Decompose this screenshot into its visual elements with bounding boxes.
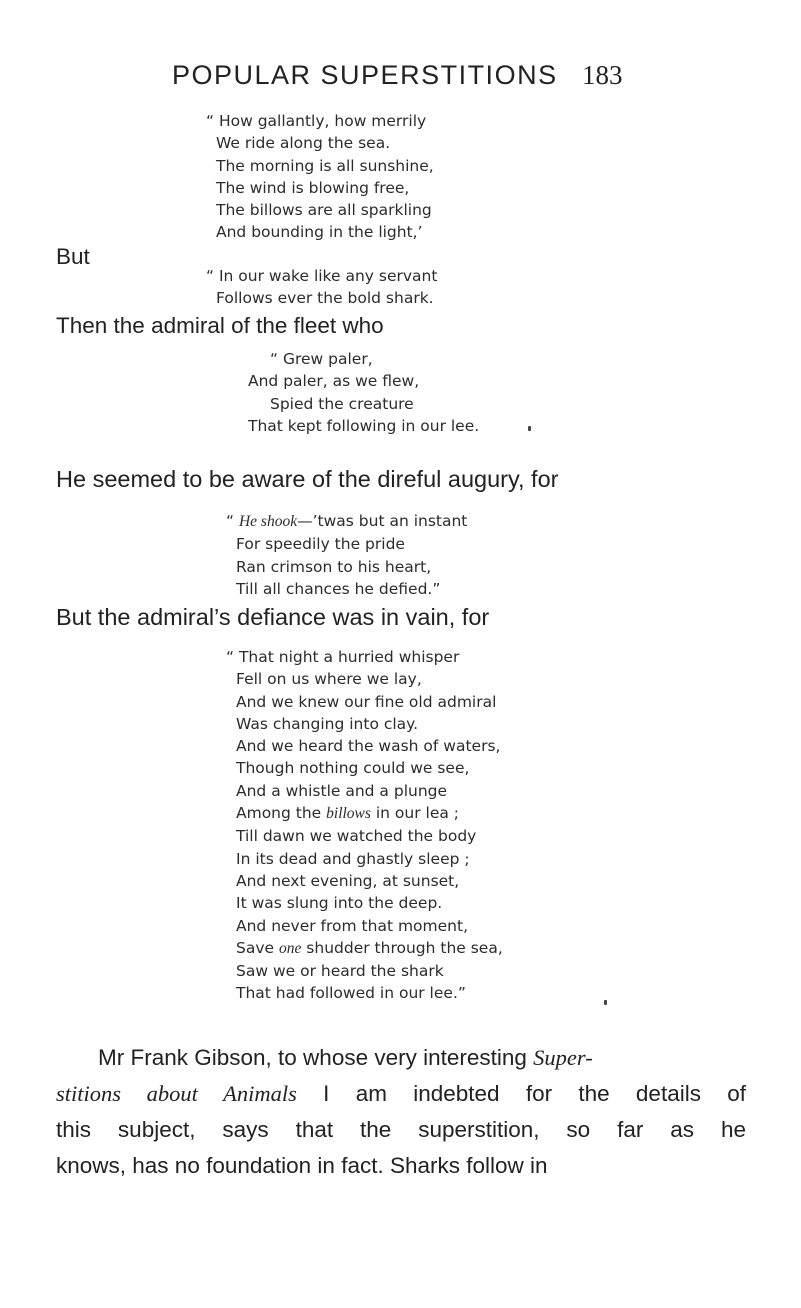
prose-fragment: Mr Frank Gibson, to whose very interesting xyxy=(98,1045,534,1070)
verse-line: Saw we or heard the shark xyxy=(236,962,444,981)
verse-stanza-4 xyxy=(226,510,467,600)
verse-line: Was changing into clay. xyxy=(236,714,419,733)
italic-text: Super- xyxy=(533,1045,593,1070)
verse-line: And never from that moment, xyxy=(236,916,469,935)
verse-line: Till all chances he defied.” xyxy=(236,579,441,598)
verse-line: For speedily the pride xyxy=(236,535,405,554)
verse-line: The morning is all sunshine, xyxy=(216,156,434,175)
verse-line: Spied the creature xyxy=(270,394,414,413)
verse-line xyxy=(226,802,503,825)
prose-line: He seemed to be aware of the direful augury, for xyxy=(56,466,559,492)
verse-line: And we knew our fine old admiral xyxy=(236,692,497,711)
printing-mark xyxy=(528,426,531,431)
verse-stanza-3 xyxy=(248,348,479,437)
verse-line: “ In our wake like any servant xyxy=(206,267,438,285)
verse-line: “ Grew paler, xyxy=(270,350,373,368)
verse-line: That had followed in our lee.” xyxy=(236,984,466,1003)
verse-line: “ How gallantly, how merrily xyxy=(206,112,427,130)
verse-stanza-5 xyxy=(226,646,503,1005)
verse-line xyxy=(226,510,467,533)
verse-line: The billows are all sparkling xyxy=(216,201,432,220)
italic-text: stitions about Animals xyxy=(56,1081,297,1106)
verse-stanza-2 xyxy=(206,265,437,310)
running-title: POPULAR SUPERSTITIONS xyxy=(172,60,558,90)
verse-fragment: Save xyxy=(236,938,279,957)
verse-line: And next evening, at sunset, xyxy=(236,871,460,890)
verse-line: Till dawn we watched the body xyxy=(236,827,477,846)
verse-line: Fell on us where we lay, xyxy=(236,670,422,689)
paragraph-line xyxy=(56,1076,746,1112)
closing-paragraph xyxy=(56,1040,746,1184)
verse-line: It was slung into the deep. xyxy=(236,894,443,913)
verse-fragment: shudder through the sea, xyxy=(301,938,503,957)
verse-line: Though nothing could we see, xyxy=(236,759,470,778)
verse-line: Ran crimson to his heart, xyxy=(236,557,432,576)
verse-line: We ride along the sea. xyxy=(216,134,391,153)
prose-line: Then the admiral of the fleet who xyxy=(56,313,384,338)
verse-fragment: Among the xyxy=(236,804,327,823)
page-number: 183 xyxy=(582,60,623,90)
verse-line: And a whistle and a plunge xyxy=(236,781,448,800)
italic-text: billows xyxy=(326,805,371,823)
verse-line: And bounding in the light,’ xyxy=(216,223,423,242)
paragraph-line: this subject, says that the superstition, so far as he xyxy=(56,1117,746,1142)
printing-mark xyxy=(604,1000,607,1005)
prose-line: But the admiral’s defiance was in vain, for xyxy=(56,604,490,630)
verse-line: And paler, as we flew, xyxy=(248,372,420,391)
verse-fragment: in our lea ; xyxy=(370,804,460,823)
verse-line: That kept following in our lee. xyxy=(248,416,480,435)
running-head xyxy=(0,60,801,96)
verse-line xyxy=(226,937,503,960)
but-label: But xyxy=(56,244,90,269)
prose-fragment: I am indebted for the details of xyxy=(296,1081,746,1106)
paragraph-line: knows, has no foundation in fact. Sharks follow in xyxy=(56,1153,548,1178)
verse-line: Follows ever the bold shark. xyxy=(216,289,434,308)
verse-line: “ That night a hurried whisper xyxy=(226,648,460,666)
verse-line: In its dead and ghastly sleep ; xyxy=(236,849,470,868)
italic-text: He shook xyxy=(238,513,298,530)
verse-line: And we heard the wash of waters, xyxy=(236,737,501,756)
verse-fragment: —’twas but an instant xyxy=(297,512,468,530)
verse-fragment: “ xyxy=(226,512,239,530)
verse-line: The wind is blowing free, xyxy=(216,178,410,197)
paragraph-line xyxy=(56,1040,746,1076)
italic-text: one xyxy=(278,939,302,957)
verse-stanza-1 xyxy=(206,110,434,244)
